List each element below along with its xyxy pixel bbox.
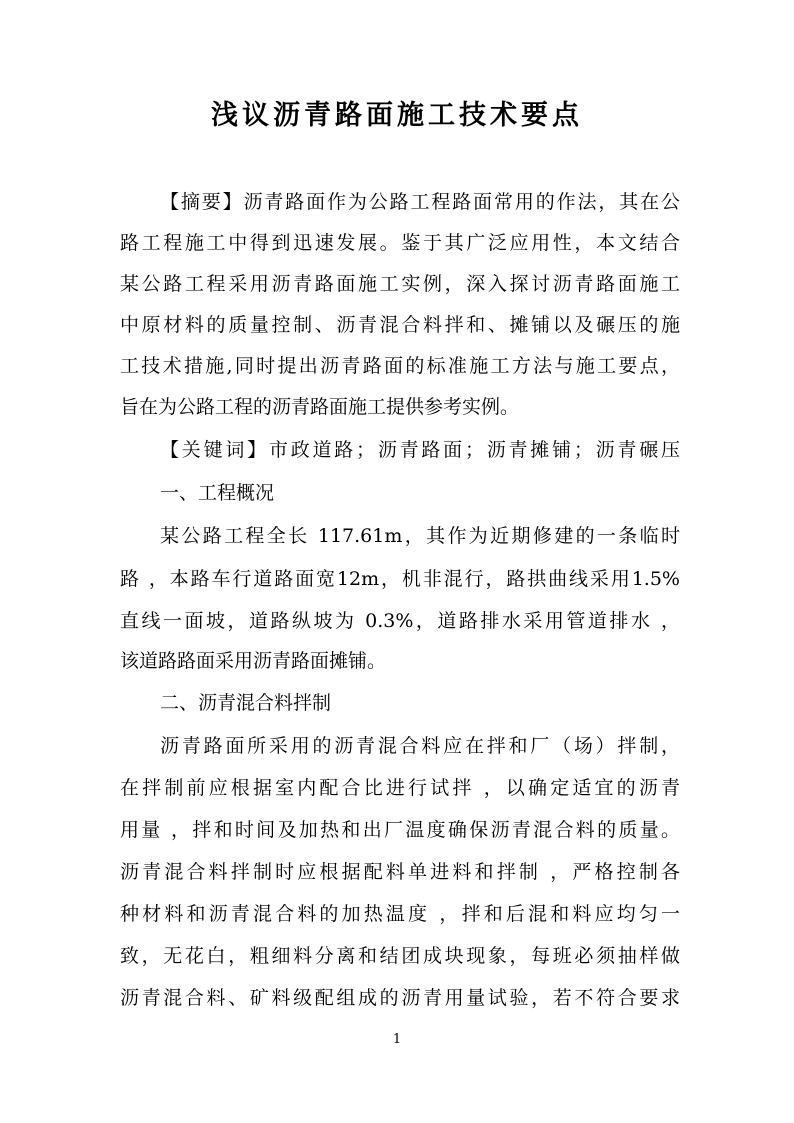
abstract-line: 路工程施工中得到迅速发展。鉴于其广泛应用性，本文结合	[120, 232, 680, 254]
section1-line: 某公路工程全长 117.61m，其作为近期修建的一条临时	[160, 525, 680, 547]
section1-line: 该道路路面采用沥青路面摊铺。	[120, 650, 387, 672]
section2-line: 沥青路面所采用的沥青混合料应在拌和厂（场）拌制，	[160, 735, 680, 757]
section2-line: 种材料和沥青混合料的加热温度 ，拌和后混和料应均匀一	[120, 903, 680, 925]
abstract-line: 【摘要】沥青路面作为公路工程路面常用的作法，其在公	[160, 191, 680, 213]
section1-line: 路 ，本路车行道路面宽12m，机非混行，路拱曲线采用1.5%	[120, 568, 680, 590]
abstract-line: 中原材料的质量控制、沥青混合料拌和、摊铺以及碾压的施	[120, 314, 680, 336]
section2-line: 沥青混合料、矿料级配组成的沥青用量试验，若不符合要求	[120, 987, 680, 1009]
section-heading: 二、沥青混合料拌制	[160, 692, 332, 714]
keywords-line: 【关键词】市政道路；沥青路面；沥青摊铺；沥青碾压	[160, 439, 680, 461]
abstract-line: 旨在为公路工程的沥青路面施工提供参考实例。	[120, 396, 520, 418]
section2-line: 致，无花白，粗细料分离和结团成块现象，每班必须抽样做	[120, 945, 680, 967]
section2-line: 在拌制前应根据室内配合比进行试拌 ，以确定适宜的沥青	[120, 777, 680, 799]
abstract-line: 某公路工程采用沥青路面施工实例，深入探讨沥青路面施工	[120, 273, 680, 295]
section2-line: 用量 ，拌和时间及加热和出厂温度确保沥青混合料的质量。	[120, 819, 680, 841]
section1-line: 直线一面坡，道路纵坡为 0.3%，道路排水采用管道排水 ，	[120, 610, 680, 632]
section2-line: 沥青混合料拌制时应根据配料单进料和拌制 ，严格控制各	[120, 861, 680, 883]
abstract-line: 工技术措施,同时提出沥青路面的标准施工方法与施工要点，	[120, 355, 680, 377]
section-heading: 一、工程概况	[160, 482, 275, 504]
document-title: 浅议沥青路面施工技术要点	[211, 100, 583, 131]
page-number: 1	[392, 1032, 402, 1047]
